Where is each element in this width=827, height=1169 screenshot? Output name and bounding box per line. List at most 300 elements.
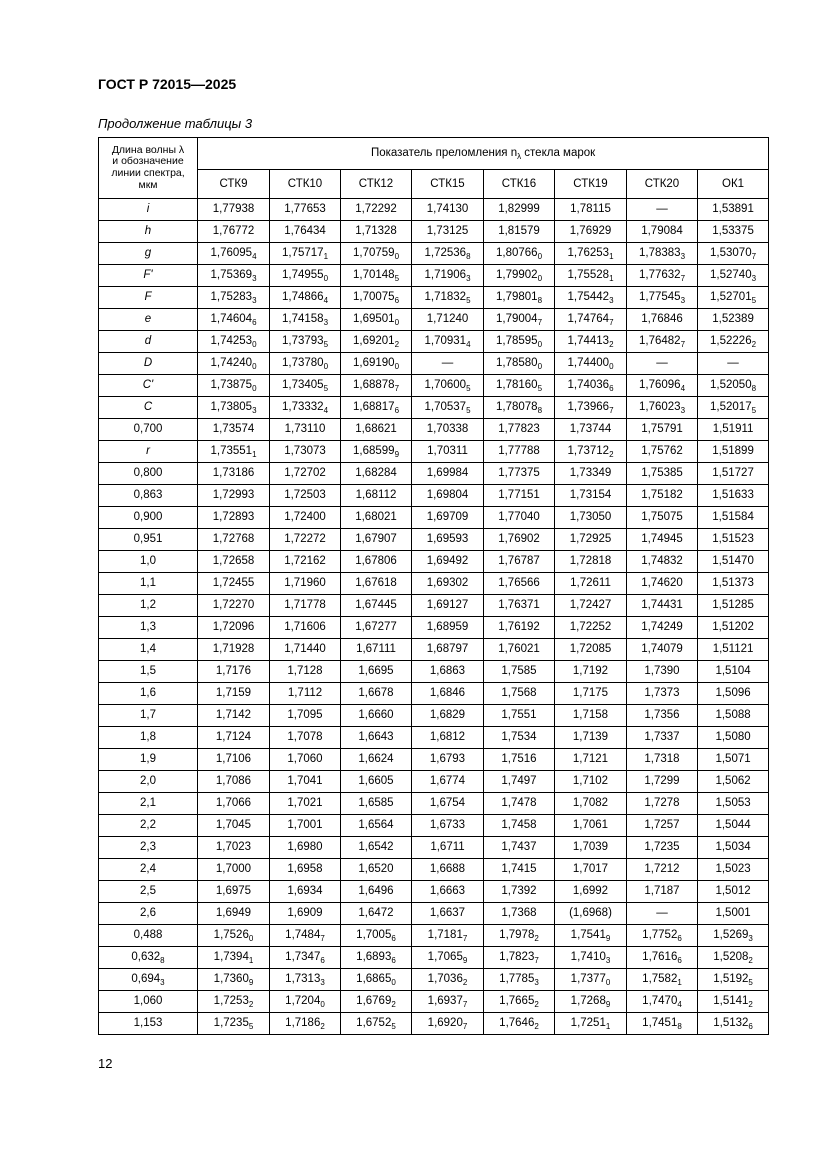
index-value-cell: 1,51121 bbox=[698, 639, 769, 661]
index-value-cell: 1,6605 bbox=[341, 771, 412, 793]
index-value-cell: $1,74240_0$ bbox=[198, 353, 270, 375]
table-row bbox=[99, 925, 769, 947]
wavelength-cell: r bbox=[99, 441, 198, 463]
index-value-cell: $1,71832_5$ bbox=[412, 287, 484, 309]
index-value-cell: 1,73110 bbox=[270, 419, 341, 441]
table-row bbox=[99, 309, 769, 331]
table-body bbox=[99, 199, 769, 1035]
index-value-cell: 1,6660 bbox=[341, 705, 412, 727]
index-value-cell: 1,6793 bbox=[412, 749, 484, 771]
index-value-cell: 1,5023 bbox=[698, 859, 769, 881]
index-value-cell: $1,7785_3$ bbox=[484, 969, 555, 991]
index-value-cell: 1,7212 bbox=[627, 859, 698, 881]
index-value-cell: 1,7278 bbox=[627, 793, 698, 815]
index-value-cell: $1,69190_0$ bbox=[341, 353, 412, 375]
index-value-cell: 1,51899 bbox=[698, 441, 769, 463]
index-value-cell: $1,7251_1$ bbox=[555, 1013, 627, 1035]
index-value-cell: 1,69593 bbox=[412, 529, 484, 551]
table-row bbox=[99, 617, 769, 639]
table-row bbox=[99, 837, 769, 859]
index-value-cell: $1,73780_0$ bbox=[270, 353, 341, 375]
table-row bbox=[99, 749, 769, 771]
index-value-cell: $1,6937_7$ bbox=[412, 991, 484, 1013]
index-value-cell: $1,75717_1$ bbox=[270, 243, 341, 265]
index-value-cell: 1,68959 bbox=[412, 617, 484, 639]
index-value-cell: 1,81579 bbox=[484, 221, 555, 243]
index-value-cell: 1,7478 bbox=[484, 793, 555, 815]
index-value-cell: 1,6496 bbox=[341, 881, 412, 903]
index-value-cell: 1,75075 bbox=[627, 507, 698, 529]
table-row bbox=[99, 947, 769, 969]
index-value-cell: 1,5044 bbox=[698, 815, 769, 837]
index-value-cell: 1,76434 bbox=[270, 221, 341, 243]
index-value-cell: 1,7497 bbox=[484, 771, 555, 793]
index-value-cell: 1,6585 bbox=[341, 793, 412, 815]
index-value-cell: 1,7176 bbox=[198, 661, 270, 683]
index-value-cell: — bbox=[627, 903, 698, 925]
index-value-cell: 1,72455 bbox=[198, 573, 270, 595]
index-value-cell: 1,6812 bbox=[412, 727, 484, 749]
index-value-cell: 1,53375 bbox=[698, 221, 769, 243]
wavelength-cell: F' bbox=[99, 265, 198, 287]
index-value-cell: 1,82999 bbox=[484, 199, 555, 221]
index-value-cell: 1,7128 bbox=[270, 661, 341, 683]
glass-grade-header: СТК12 bbox=[341, 170, 412, 199]
index-value-cell: 1,6958 bbox=[270, 859, 341, 881]
index-value-cell: 1,67445 bbox=[341, 595, 412, 617]
index-value-cell: 1,74130 bbox=[412, 199, 484, 221]
index-value-cell: 1,5062 bbox=[698, 771, 769, 793]
wavelength-cell: C' bbox=[99, 375, 198, 397]
index-value-cell: 1,7112 bbox=[270, 683, 341, 705]
index-value-cell: $1,5208_2$ bbox=[698, 947, 769, 969]
index-value-cell: $1,6752_5$ bbox=[341, 1013, 412, 1035]
index-value-cell: 1,7086 bbox=[198, 771, 270, 793]
index-value-cell: $1,76023_3$ bbox=[627, 397, 698, 419]
index-value-cell: 1,51727 bbox=[698, 463, 769, 485]
table-row bbox=[99, 727, 769, 749]
index-value-cell: $1,6769_2$ bbox=[341, 991, 412, 1013]
index-value-cell: $1,73405_5$ bbox=[270, 375, 341, 397]
index-value-cell: 1,72768 bbox=[198, 529, 270, 551]
index-value-cell: 1,73574 bbox=[198, 419, 270, 441]
index-value-cell: $1,75369_3$ bbox=[198, 265, 270, 287]
index-value-cell: 1,6975 bbox=[198, 881, 270, 903]
index-value-cell: 1,79084 bbox=[627, 221, 698, 243]
index-value-cell: 1,72085 bbox=[555, 639, 627, 661]
table-row bbox=[99, 903, 769, 925]
wavelength-cell: 0,800 bbox=[99, 463, 198, 485]
index-value-cell: 1,5104 bbox=[698, 661, 769, 683]
index-value-cell: $1,5192_5$ bbox=[698, 969, 769, 991]
index-value-cell: 1,7299 bbox=[627, 771, 698, 793]
index-value-cell: 1,5071 bbox=[698, 749, 769, 771]
index-value-cell: 1,69127 bbox=[412, 595, 484, 617]
index-value-cell: $1,7377_0$ bbox=[555, 969, 627, 991]
index-value-cell: 1,7257 bbox=[627, 815, 698, 837]
index-value-cell: 1,7078 bbox=[270, 727, 341, 749]
index-value-cell: 1,7392 bbox=[484, 881, 555, 903]
index-value-cell: 1,7534 bbox=[484, 727, 555, 749]
index-value-cell: $1,78160_5$ bbox=[484, 375, 555, 397]
index-value-cell: $1,7978_2$ bbox=[484, 925, 555, 947]
wavelength-cell: 2,4 bbox=[99, 859, 198, 881]
index-value-cell: $1,7268_9$ bbox=[555, 991, 627, 1013]
index-value-cell: 1,7585 bbox=[484, 661, 555, 683]
index-value-cell: 1,51373 bbox=[698, 573, 769, 595]
wavelength-cell: 0,951 bbox=[99, 529, 198, 551]
index-value-cell: $1,68878_7$ bbox=[341, 375, 412, 397]
index-value-cell: $1,69201_2$ bbox=[341, 331, 412, 353]
index-value-cell: 1,6733 bbox=[412, 815, 484, 837]
index-value-cell: 1,6774 bbox=[412, 771, 484, 793]
index-value-cell: 1,77151 bbox=[484, 485, 555, 507]
index-value-cell: 1,7023 bbox=[198, 837, 270, 859]
table-row bbox=[99, 199, 769, 221]
index-value-cell: 1,76772 bbox=[198, 221, 270, 243]
index-value-cell: $1,7313_3$ bbox=[270, 969, 341, 991]
index-value-cell: $1,76482_7$ bbox=[627, 331, 698, 353]
index-value-cell: 1,68284 bbox=[341, 463, 412, 485]
index-value-cell: 1,7390 bbox=[627, 661, 698, 683]
index-value-cell: — bbox=[627, 353, 698, 375]
index-value-cell: 1,68621 bbox=[341, 419, 412, 441]
index-value-cell: 1,72925 bbox=[555, 529, 627, 551]
index-value-cell: $1,7235_5$ bbox=[198, 1013, 270, 1035]
stub-header-line: мкм bbox=[138, 178, 158, 191]
index-value-cell: 1,51523 bbox=[698, 529, 769, 551]
index-value-cell: 1,7175 bbox=[555, 683, 627, 705]
index-value-cell: 1,6542 bbox=[341, 837, 412, 859]
index-value-cell: $1,75442_3$ bbox=[555, 287, 627, 309]
index-value-cell: $1,7582_1$ bbox=[627, 969, 698, 991]
wavelength-cell: F bbox=[99, 287, 198, 309]
index-value-cell: 1,7318 bbox=[627, 749, 698, 771]
wavelength-cell: g bbox=[99, 243, 198, 265]
glass-grade-header: СТК16 bbox=[484, 170, 555, 199]
index-value-cell: 1,74079 bbox=[627, 639, 698, 661]
index-value-cell: $1,6920_7$ bbox=[412, 1013, 484, 1035]
index-value-cell: 1,6711 bbox=[412, 837, 484, 859]
index-value-cell: 1,6754 bbox=[412, 793, 484, 815]
index-value-cell: 1,7102 bbox=[555, 771, 627, 793]
index-value-cell: 1,76787 bbox=[484, 551, 555, 573]
index-value-cell: 1,75385 bbox=[627, 463, 698, 485]
index-value-cell: $1,74036_6$ bbox=[555, 375, 627, 397]
index-value-cell: $1,74400_0$ bbox=[555, 353, 627, 375]
index-value-cell: 1,73349 bbox=[555, 463, 627, 485]
index-value-cell: 1,53891 bbox=[698, 199, 769, 221]
index-value-cell: 1,7001 bbox=[270, 815, 341, 837]
wavelength-cell: i bbox=[99, 199, 198, 221]
index-value-cell: 1,67806 bbox=[341, 551, 412, 573]
wavelength-cell: 2,1 bbox=[99, 793, 198, 815]
index-value-cell: $1,72536_8$ bbox=[412, 243, 484, 265]
index-value-cell: 1,6980 bbox=[270, 837, 341, 859]
table-row bbox=[99, 1013, 769, 1035]
index-value-cell: 1,72818 bbox=[555, 551, 627, 573]
index-value-cell: $1,7451_8$ bbox=[627, 1013, 698, 1035]
table-row bbox=[99, 859, 769, 881]
index-value-cell: $1,70148_5$ bbox=[341, 265, 412, 287]
index-value-cell: $1,78078_8$ bbox=[484, 397, 555, 419]
index-value-cell: 1,7061 bbox=[555, 815, 627, 837]
table-row bbox=[99, 595, 769, 617]
index-value-cell: 1,6846 bbox=[412, 683, 484, 705]
index-value-cell: $1,7665_2$ bbox=[484, 991, 555, 1013]
index-value-cell: 1,7568 bbox=[484, 683, 555, 705]
index-value-cell: $1,78595_0$ bbox=[484, 331, 555, 353]
index-value-cell: 1,51633 bbox=[698, 485, 769, 507]
index-value-cell: $1,7541_9$ bbox=[555, 925, 627, 947]
table-row bbox=[99, 331, 769, 353]
index-value-cell: 1,7437 bbox=[484, 837, 555, 859]
index-value-cell: 1,6663 bbox=[412, 881, 484, 903]
index-value-cell: 1,7337 bbox=[627, 727, 698, 749]
index-value-cell: 1,71240 bbox=[412, 309, 484, 331]
index-value-cell: 1,7121 bbox=[555, 749, 627, 771]
wavelength-cell: 0,700 bbox=[99, 419, 198, 441]
index-value-cell: 1,5034 bbox=[698, 837, 769, 859]
index-value-cell: 1,71928 bbox=[198, 639, 270, 661]
index-value-cell: 1,73050 bbox=[555, 507, 627, 529]
wavelength-cell: 1,2 bbox=[99, 595, 198, 617]
wavelength-cell: 1,5 bbox=[99, 661, 198, 683]
wavelength-cell: 1,6 bbox=[99, 683, 198, 705]
index-value-cell: 1,7021 bbox=[270, 793, 341, 815]
glass-grade-header-row bbox=[99, 170, 769, 199]
index-value-cell: 1,73744 bbox=[555, 419, 627, 441]
index-value-cell: 1,72292 bbox=[341, 199, 412, 221]
index-value-cell: 1,77653 bbox=[270, 199, 341, 221]
index-value-cell: 1,7095 bbox=[270, 705, 341, 727]
table-row bbox=[99, 683, 769, 705]
wavelength-cell: 1,4 bbox=[99, 639, 198, 661]
group-header-suffix: стекла марок bbox=[521, 147, 596, 160]
wavelength-cell: 2,5 bbox=[99, 881, 198, 903]
index-value-cell: $1,70075_6$ bbox=[341, 287, 412, 309]
table-row bbox=[99, 375, 769, 397]
index-value-cell: $1,7347_6$ bbox=[270, 947, 341, 969]
index-value-cell: 1,71960 bbox=[270, 573, 341, 595]
table-row bbox=[99, 353, 769, 375]
index-value-cell: $1,70537_5$ bbox=[412, 397, 484, 419]
index-value-cell: 1,70338 bbox=[412, 419, 484, 441]
index-value-cell: $1,73805_3$ bbox=[198, 397, 270, 419]
index-value-cell: $1,7186_2$ bbox=[270, 1013, 341, 1035]
table-row bbox=[99, 991, 769, 1013]
table-row bbox=[99, 507, 769, 529]
index-value-cell: $1,74158_3$ bbox=[270, 309, 341, 331]
index-value-cell: 1,51470 bbox=[698, 551, 769, 573]
index-value-cell: 1,7368 bbox=[484, 903, 555, 925]
index-value-cell: 1,72427 bbox=[555, 595, 627, 617]
index-value-cell: 1,68021 bbox=[341, 507, 412, 529]
index-value-cell: 1,72658 bbox=[198, 551, 270, 573]
wavelength-cell: 2,6 bbox=[99, 903, 198, 925]
index-value-cell: — bbox=[412, 353, 484, 375]
index-value-cell: 1,72611 bbox=[555, 573, 627, 595]
index-value-cell: 1,7142 bbox=[198, 705, 270, 727]
index-value-cell: $1,7036_2$ bbox=[412, 969, 484, 991]
index-value-cell: 1,67111 bbox=[341, 639, 412, 661]
table-row bbox=[99, 287, 769, 309]
index-value-cell: 1,7045 bbox=[198, 815, 270, 837]
index-value-cell: 1,51285 bbox=[698, 595, 769, 617]
index-value-cell: 1,71606 bbox=[270, 617, 341, 639]
index-value-cell: 1,6829 bbox=[412, 705, 484, 727]
wavelength-cell: e bbox=[99, 309, 198, 331]
index-value-cell: 1,7039 bbox=[555, 837, 627, 859]
index-value-cell: 1,77788 bbox=[484, 441, 555, 463]
index-value-cell: 1,72702 bbox=[270, 463, 341, 485]
index-value-cell: $1,73332_4$ bbox=[270, 397, 341, 419]
index-value-cell: $1,71906_3$ bbox=[412, 265, 484, 287]
index-value-cell: 1,73154 bbox=[555, 485, 627, 507]
index-value-cell: 1,76566 bbox=[484, 573, 555, 595]
index-value-cell: $1,6893_6$ bbox=[341, 947, 412, 969]
index-value-cell: 1,72272 bbox=[270, 529, 341, 551]
index-value-cell: $1,76095_4$ bbox=[198, 243, 270, 265]
index-value-cell: 1,77938 bbox=[198, 199, 270, 221]
index-value-cell: 1,6949 bbox=[198, 903, 270, 925]
index-value-cell: 1,7458 bbox=[484, 815, 555, 837]
table-row bbox=[99, 265, 769, 287]
index-value-cell: 1,5001 bbox=[698, 903, 769, 925]
index-value-cell: 1,51911 bbox=[698, 419, 769, 441]
index-value-cell: $1,74764_7$ bbox=[555, 309, 627, 331]
refractive-index-group-header bbox=[198, 138, 769, 170]
index-value-cell: 1,7235 bbox=[627, 837, 698, 859]
index-value-cell: 1,77823 bbox=[484, 419, 555, 441]
index-value-cell: 1,6909 bbox=[270, 903, 341, 925]
index-value-cell: $1,77632_7$ bbox=[627, 265, 698, 287]
table-row bbox=[99, 551, 769, 573]
index-value-cell: 1,72893 bbox=[198, 507, 270, 529]
index-value-cell: 1,74945 bbox=[627, 529, 698, 551]
index-value-cell: 1,76929 bbox=[555, 221, 627, 243]
index-value-cell: 1,6678 bbox=[341, 683, 412, 705]
index-value-cell: 1,69302 bbox=[412, 573, 484, 595]
index-value-cell: $1,80766_0$ bbox=[484, 243, 555, 265]
index-value-cell: $1,69501_0$ bbox=[341, 309, 412, 331]
index-value-cell: 1,6624 bbox=[341, 749, 412, 771]
wavelength-cell: d bbox=[99, 331, 198, 353]
index-value-cell: $1,68817_6$ bbox=[341, 397, 412, 419]
wavelength-cell: C bbox=[99, 397, 198, 419]
index-value-cell: 1,6564 bbox=[341, 815, 412, 837]
index-value-cell: $1,7005_6$ bbox=[341, 925, 412, 947]
index-value-cell: 1,76902 bbox=[484, 529, 555, 551]
index-value-cell: 1,7158 bbox=[555, 705, 627, 727]
index-value-cell: 1,6637 bbox=[412, 903, 484, 925]
index-value-cell: $1,79004_7$ bbox=[484, 309, 555, 331]
table-row bbox=[99, 463, 769, 485]
table-row bbox=[99, 815, 769, 837]
index-value-cell: 1,70311 bbox=[412, 441, 484, 463]
index-value-cell: 1,51202 bbox=[698, 617, 769, 639]
wavelength-cell: $0,694_3$ bbox=[99, 969, 198, 991]
index-value-cell: $1,5132_6$ bbox=[698, 1013, 769, 1035]
index-value-cell: 1,5053 bbox=[698, 793, 769, 815]
table-row bbox=[99, 485, 769, 507]
table-row bbox=[99, 793, 769, 815]
table-row bbox=[99, 573, 769, 595]
index-value-cell: $1,5269_3$ bbox=[698, 925, 769, 947]
index-value-cell: $1,7394_1$ bbox=[198, 947, 270, 969]
index-value-cell: $1,7204_0$ bbox=[270, 991, 341, 1013]
table-row bbox=[99, 529, 769, 551]
index-value-cell: 1,72096 bbox=[198, 617, 270, 639]
wavelength-cell: 1,153 bbox=[99, 1013, 198, 1035]
index-value-cell: 1,73073 bbox=[270, 441, 341, 463]
index-value-cell: 1,76371 bbox=[484, 595, 555, 617]
wavelength-cell: 1,7 bbox=[99, 705, 198, 727]
table-row bbox=[99, 705, 769, 727]
index-value-cell: $1,70931_4$ bbox=[412, 331, 484, 353]
index-value-cell: 1,74620 bbox=[627, 573, 698, 595]
index-value-cell: $1,7470_4$ bbox=[627, 991, 698, 1013]
wavelength-cell: 1,9 bbox=[99, 749, 198, 771]
wavelength-cell: 2,0 bbox=[99, 771, 198, 793]
index-value-cell: 1,6934 bbox=[270, 881, 341, 903]
table-row bbox=[99, 419, 769, 441]
index-value-cell: 1,7066 bbox=[198, 793, 270, 815]
index-value-cell: 1,5080 bbox=[698, 727, 769, 749]
index-value-cell: 1,69984 bbox=[412, 463, 484, 485]
refractive-index-table bbox=[98, 137, 769, 1035]
index-value-cell: 1,71328 bbox=[341, 221, 412, 243]
glass-grade-header: СТК9 bbox=[198, 170, 270, 199]
index-value-cell: 1,78115 bbox=[555, 199, 627, 221]
index-value-cell: $1,77545_3$ bbox=[627, 287, 698, 309]
index-value-cell: $1,79801_8$ bbox=[484, 287, 555, 309]
wavelength-cell: 1,0 bbox=[99, 551, 198, 573]
table-row bbox=[99, 771, 769, 793]
index-value-cell: 1,74431 bbox=[627, 595, 698, 617]
index-value-cell: $1,74955_0$ bbox=[270, 265, 341, 287]
index-value-cell: 1,75762 bbox=[627, 441, 698, 463]
wavelength-cell: 1,1 bbox=[99, 573, 198, 595]
index-value-cell: 1,5088 bbox=[698, 705, 769, 727]
index-value-cell: $1,79902_0$ bbox=[484, 265, 555, 287]
index-value-cell: $1,7181_7$ bbox=[412, 925, 484, 947]
index-value-cell: $1,76096_4$ bbox=[627, 375, 698, 397]
index-value-cell: $1,7410_3$ bbox=[555, 947, 627, 969]
index-value-cell: $1,7360_9$ bbox=[198, 969, 270, 991]
index-value-cell: 1,5096 bbox=[698, 683, 769, 705]
index-value-cell: 1,68112 bbox=[341, 485, 412, 507]
index-value-cell: $1,73875_0$ bbox=[198, 375, 270, 397]
index-value-cell: $1,75528_1$ bbox=[555, 265, 627, 287]
index-value-cell: $1,52017_5$ bbox=[698, 397, 769, 419]
table-row bbox=[99, 221, 769, 243]
group-header-text: Показатель преломления n bbox=[370, 147, 518, 160]
wavelength-column-header bbox=[99, 138, 198, 199]
table-row bbox=[99, 661, 769, 683]
index-value-cell: 1,72993 bbox=[198, 485, 270, 507]
wavelength-cell: 1,060 bbox=[99, 991, 198, 1013]
stub-header-line: Длина волны λ bbox=[111, 143, 185, 156]
index-value-cell: 1,6688 bbox=[412, 859, 484, 881]
index-value-cell: 1,67907 bbox=[341, 529, 412, 551]
index-value-cell: 1,72503 bbox=[270, 485, 341, 507]
glass-grade-header: СТК19 bbox=[555, 170, 627, 199]
glass-grade-header: СТК20 bbox=[627, 170, 698, 199]
index-value-cell: 1,7192 bbox=[555, 661, 627, 683]
index-value-cell: 1,69804 bbox=[412, 485, 484, 507]
index-value-cell: $1,74413_2$ bbox=[555, 331, 627, 353]
